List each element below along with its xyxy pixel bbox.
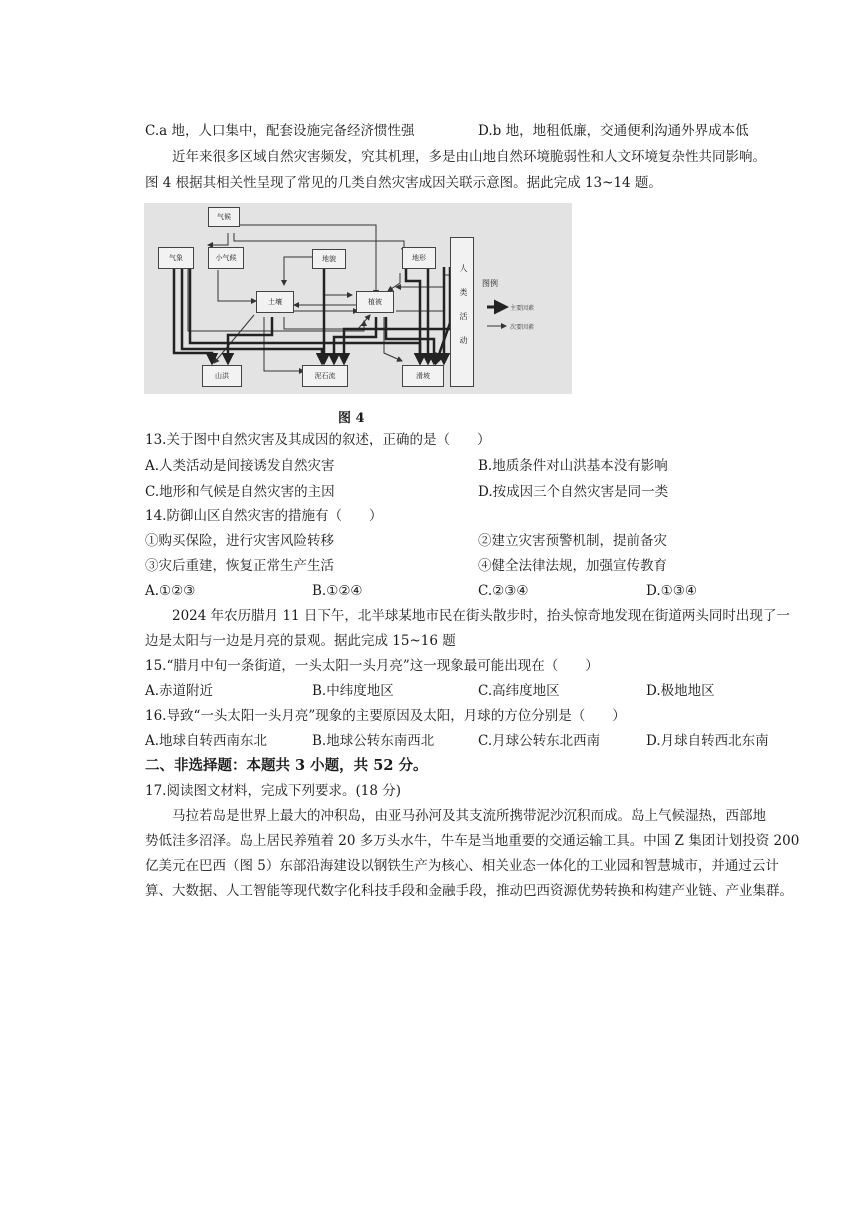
q13-stem: 13.关于图中自然灾害及其成因的叙述，正确的是（ ） <box>145 432 491 448</box>
node-qihou: 气候 <box>208 207 240 227</box>
q12-option-c: C.a 地，人口集中，配套设施完备经济惯性强 <box>145 123 415 139</box>
q13-option-a: A.人类活动是间接诱发自然灾害 <box>145 458 335 474</box>
q16-option-b: B.地球公转东南西北 <box>312 733 435 749</box>
q15-option-d: D.极地地区 <box>646 683 715 699</box>
node-dixing: 地形 <box>402 247 436 269</box>
q12-option-d: D.b 地，地租低廉，交通便利沟通外界成本低 <box>478 123 749 139</box>
q14-option-a: A.①②③ <box>145 583 196 599</box>
q17-paragraph-line3: 亿美元在巴西（图 5）东部沿海建设以钢铁生产为核心、相关业态一体化的工业园和智慧城市，并通过云计 <box>145 858 779 874</box>
node-shanhong: 山洪 <box>202 365 242 387</box>
q16-option-a: A.地球自转西南东北 <box>145 733 268 749</box>
q14-item-3: ③灾后重建，恢复正常生产生活 <box>145 558 334 574</box>
q13-option-b: B.地质条件对山洪基本没有影响 <box>478 458 668 474</box>
node-qixiang: 气象 <box>158 247 194 269</box>
q14-item-2: ②建立灾害预警机制，提前备灾 <box>478 533 667 549</box>
node-human-activity: 人类活动 <box>450 237 474 387</box>
q15-stem: 15.“腊月中旬一条街道，一头太阳一头月亮”这一现象最可能出现在（ ） <box>145 658 599 674</box>
node-huapo: 滑坡 <box>402 365 444 387</box>
section-2-heading: 二、非选择题：本题共 3 小题，共 52 分。 <box>145 757 428 774</box>
intro-paragraph-line2: 图 4 根据其相关性呈现了常见的几类自然灾害成因关联示意图。据此完成 13~14 题。 <box>145 175 662 191</box>
node-dimao: 地貌 <box>312 249 346 269</box>
q14-option-d: D.①③④ <box>646 583 697 599</box>
legend-major-label: 主要因素 <box>510 305 535 312</box>
q15-option-b: B.中纬度地区 <box>312 683 394 699</box>
node-nishiliu: 泥石流 <box>302 365 348 387</box>
q14-option-c: C.②③④ <box>478 583 529 599</box>
q17-paragraph-line1: 马拉若岛是世界上最大的冲积岛，由亚马孙河及其支流所携带泥沙沉积而成。岛上气候湿热，西部地 <box>172 808 766 824</box>
q16-stem: 16.导致“一头太阳一头月亮”现象的主要原因及太阳，月球的方位分别是（ ） <box>145 708 626 724</box>
legend-minor-label: 次要因素 <box>510 324 535 331</box>
intro-moon-line2: 边是太阳与一边是月亮的景观。据此完成 15~16 题 <box>145 633 456 649</box>
q16-option-d: D.月球自转西北东南 <box>646 733 769 749</box>
intro-paragraph-line1: 近年来很多区域自然灾害频发，究其机理，多是由山地自然环境脆弱性和人文环境复杂性共同影响。 <box>172 149 766 165</box>
node-zhibei: 植被 <box>356 291 394 313</box>
figure-caption: 图 4 <box>338 411 365 426</box>
q14-item-1: ①购买保险，进行灾害风险转移 <box>145 533 334 549</box>
node-xiaoqihou: 小气候 <box>208 247 244 269</box>
intro-moon-line1: 2024 年农历腊月 11 日下午，北半球某地市民在街头散步时，抬头惊奇地发现在街道两头同时出现了一 <box>172 608 790 624</box>
disaster-cause-diagram <box>144 203 572 394</box>
legend-title: 图例 <box>482 279 498 288</box>
q14-item-4: ④健全法律法规，加强宣传教育 <box>478 558 667 574</box>
q17-paragraph-line2: 势低洼多沼泽。岛上居民养殖着 20 多万头水牛，牛车是当地重要的交通运输工具。中国 Z 集团计划投资 200 <box>145 833 800 849</box>
q13-option-c: C.地形和气候是自然灾害的主因 <box>145 484 335 500</box>
q17-stem: 17.阅读图文材料，完成下列要求。(18 分) <box>145 783 401 799</box>
node-turang: 土壤 <box>256 291 294 313</box>
q17-paragraph-line4: 算、大数据、人工智能等现代数字化科技手段和金融手段，推动巴西资源优势转换和构建产业链、产业集群。 <box>145 883 793 899</box>
q14-option-b: B.①②④ <box>312 583 363 599</box>
q15-option-a: A.赤道附近 <box>145 683 214 699</box>
q14-stem: 14.防御山区自然灾害的措施有（ ） <box>145 508 383 524</box>
q15-option-c: C.高纬度地区 <box>478 683 560 699</box>
q16-option-c: C.月球公转东北西南 <box>478 733 601 749</box>
q13-option-d: D.按成因三个自然灾害是同一类 <box>478 484 669 500</box>
